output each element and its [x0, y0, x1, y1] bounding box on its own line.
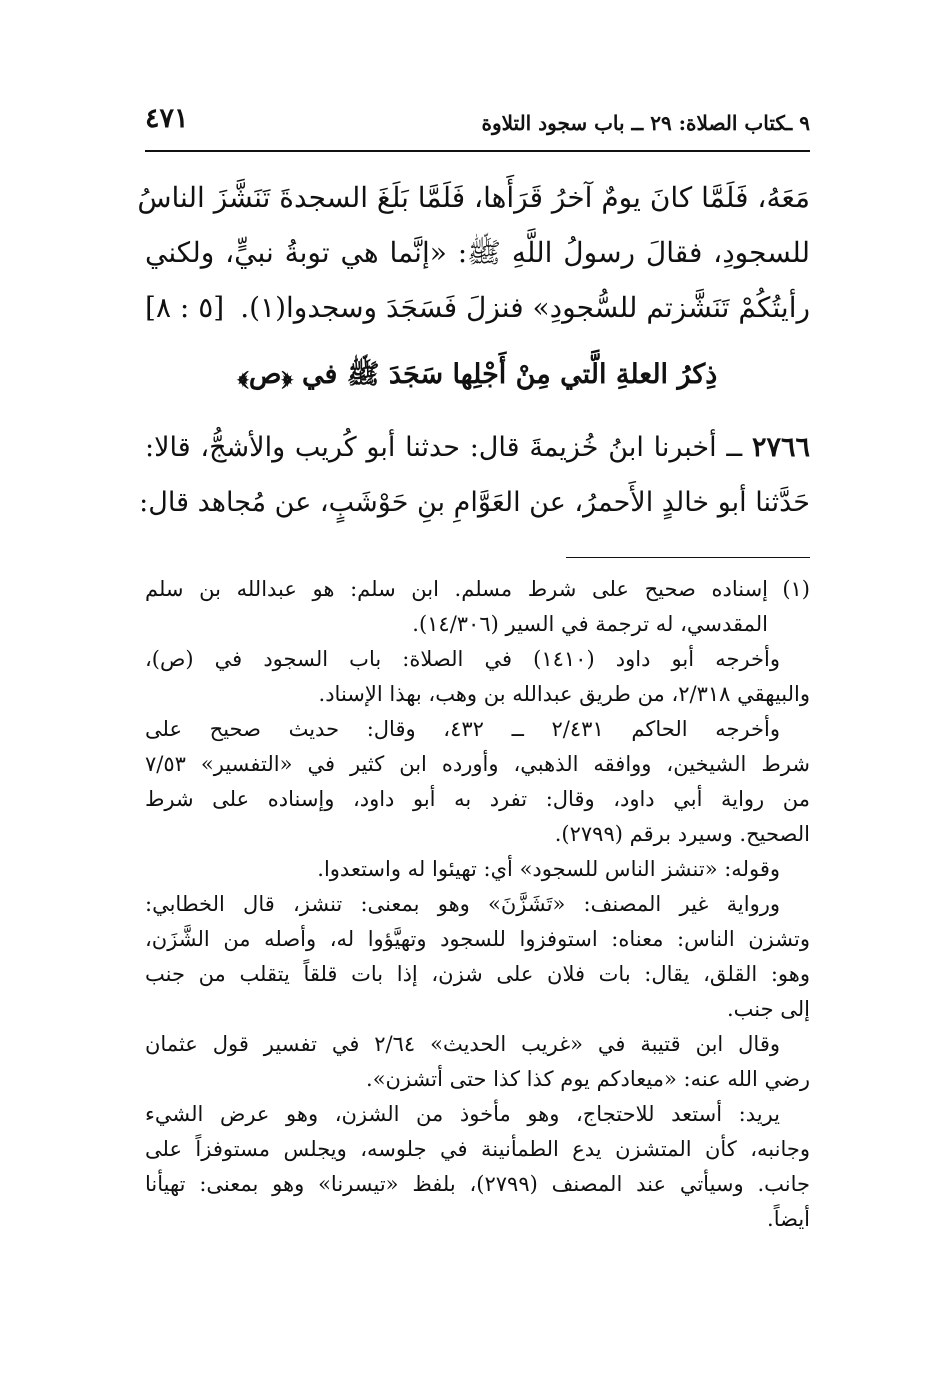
footnote-line: والبيهقي ٢/٣١٨، من طريق عبدالله بن وهب، بهذا الإسناد. — [318, 682, 810, 706]
footnote-line: أيضاً. — [767, 1207, 810, 1231]
footnote-paragraph — [145, 852, 810, 887]
footnote-paragraph — [145, 1097, 810, 1237]
footnote-line: ورواية غير المصنف: «تَشَزَّنَ» وهو بمعنى: تنشز، قال الخطابي: — [145, 892, 780, 916]
main-text-last-row — [145, 280, 810, 335]
footnote-line: من رواية أبي داود، وقال: تفرد به أبو داود، وإسناده على شرط — [145, 787, 810, 811]
footnote-paragraph — [145, 1027, 810, 1097]
main-text-line: مَعَهُ، فَلَمَّا كانَ يومٌ آخرُ قَرَأَها، فَلَمَّا بَلَغَ السجدةَ تَنَشَّزَ الناسُ — [137, 181, 810, 214]
page-number: ٤٧١ — [145, 103, 189, 134]
footnote-line: إلى جنب. — [726, 997, 810, 1021]
footnote-line: إسناده صحيح على شرط مسلم. ابن سلم: هو عبدالله بن سلم — [145, 577, 768, 601]
section-title: ذِكرُ العلةِ الَّتي مِنْ أَجْلِها سَجَدَ ﷺ في ﴿ص﴾ — [237, 359, 718, 390]
hadith-line-1: ــ أخبرنا ابنُ خُزيمةَ قال: حدثنا أبو كُريب والأشجُّ، قالا: — [145, 432, 743, 463]
footnote-line: وهو: القلق، يقال: بات فلان على شزن، إذا بات قلقاً يتقلب من جنب — [145, 962, 810, 986]
footnote-line: المقدسي، له ترجمة في السير (١٤/٣٠٦). — [412, 612, 768, 636]
hadith-reference: [٥ : ٨] — [145, 291, 225, 324]
header-rule — [145, 150, 810, 152]
footnote-marker: (١) — [782, 577, 810, 601]
footnote-line: رضي الله عنه: «ميعادكم يوم كذا كذا حتى أتشزن». — [366, 1067, 810, 1091]
main-text-line: رأيتُكُمْ تَنَشَّزتم للسُّجودِ» فنزلَ فَسَجَدَ وسجدوا(١). — [240, 291, 810, 324]
footnote-line: جانب. وسيأتي عند المصنف (٢٧٩٩)، بلفظ «تيسرنا» وهو بمعنى: تهيأنا — [145, 1172, 810, 1196]
main-text — [137, 170, 811, 335]
footnote-line: وقوله: «تنشز الناس للسجود» أي: تهيئوا له واستعدوا. — [317, 857, 780, 881]
page-header — [145, 95, 810, 147]
footnote-separator — [566, 557, 810, 558]
footnote-paragraph — [145, 887, 810, 1027]
main-text-line: للسجودِ، فقالَ رسولُ اللَّهِ ﷺ: «إنَّما هي توبةُ نبيٍّ، ولكني — [145, 236, 811, 269]
hadith-number: ٢٧٦٦ — [751, 432, 810, 463]
hadith-line — [145, 420, 810, 475]
footnote-line: وقال ابن قتيبة في «غريب الحديث» ٢/٦٤ في تفسير قول عثمان — [145, 1032, 781, 1056]
footnote-line: وأخرجه الحاكم ٢/٤٣١ ــ ٤٣٢، وقال: حديث صحيح على — [145, 717, 780, 741]
footnote-line: الصحيح. وسيرد برقم (٢٧٩٩). — [554, 822, 810, 846]
footnote-paragraph — [145, 642, 810, 712]
footnote-line: شرط الشيخين، ووافقه الذهبي، وأورده ابن كثير في «التفسير» ٧/٥٣ — [145, 752, 810, 776]
footnote-line: وتشزن الناس: معناه: استوفزوا للسجود وتهيَّؤوا له، وأصله من الشَّزَن، — [145, 927, 810, 951]
footnote-line: وأخرجه أبو داود (١٤١٠) في الصلاة: باب السجود في (ص)، — [145, 647, 780, 671]
footnotes — [145, 572, 810, 1237]
footnote-line: وجانبه، كأن المتشزن يدع الطمأنينة في جلوسه، ويجلس مستوفزاً على — [145, 1137, 810, 1161]
footnote-line: يريد: أستعد للاحتجاج، وهو مأخوذ من الشزن، وهو عرض الشيء — [145, 1102, 780, 1126]
footnote-paragraph — [145, 712, 810, 852]
footnote-paragraph — [145, 572, 810, 642]
hadith-line-2: حَدَّثنا أبو خالدٍ الأَحمرُ، عن العَوَّامِ بنِ حَوْشَبٍ، عن مُجاهد قال: — [139, 487, 810, 518]
running-head: ٩ ـكتاب الصلاة: ٢٩ ــ باب سجود التلاوة — [481, 111, 810, 135]
hadith-text — [139, 420, 810, 530]
